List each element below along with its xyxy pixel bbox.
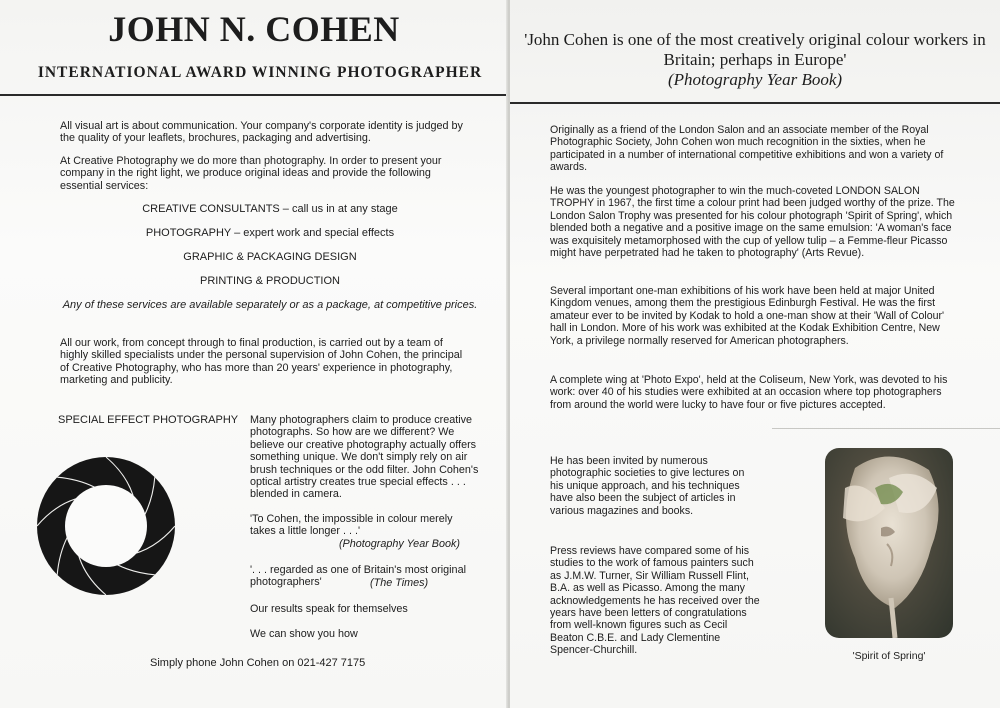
team-paragraph: All our work, from concept through to final production, is carried out by a team of highly skilled specialists under the personal supervision of John Cohen, the principal of Creative Photography, who has more than 20 years' experience in photography, marketing and publicity.: [60, 337, 463, 387]
results-line: Our results speak for themselves: [250, 603, 408, 616]
headline-quote: [510, 30, 1000, 90]
quote-cohen: 'To Cohen, the impossible in colour merely takes a little longer . . .': [250, 512, 453, 538]
bio-paragraph-3: Several important one-man exhibitions of his work have been held at major United Kingdom venues, among them the prestigious Edinburgh Festival. He was the first amateur ever to be invited by Kodak to hold a one-man show at their 'Wall of Colour' hall in London. More of his work was exhibited at the Kodak Exhibition Centre, New York, a privilege normally reserved for American photographers.: [550, 285, 945, 347]
lectures-paragraph: He has been invited by numerous photographic societies to give lectures on his unique approach, and his techniques have also been the subject of articles in various magazines and books.: [550, 455, 745, 517]
special-effects-column: [250, 414, 480, 640]
bio-paragraph-2: He was the youngest photographer to win the much-coveted LONDON SALON TROPHY in 1967, the first time a colour print had been judged worthy of the prize. The London Salon Trophy was presented for his colour photograph 'Spirit of Spring', which blended both a negative and a positive image on the same emulsion: 'A woman's face was exquisitely metamorphosed with the cup of yellow tulip – a Femme-fleur Picasso might have perpetrated had he taken to photography' (Arts Revue).: [550, 185, 955, 260]
photo-caption: 'Spirit of Spring': [852, 650, 926, 662]
flower-face-image: [825, 448, 953, 638]
special-effects-heading: SPECIAL EFFECT PHOTOGRAPHY: [58, 414, 239, 426]
quote-times: '. . . regarded as one of Britain's most original photographers': [250, 564, 466, 589]
special-effects-paragraph: Many photographers claim to produce creative photographs. So how are we different? We believe our creative photography actually offers something unique. We don't simply rely on air brush techniques or the odd filter. John Cohen's optical artistry creates true special effects . . . blended in camera.: [250, 414, 479, 501]
quote-times-source: (The Times): [370, 576, 429, 589]
intro-paragraph-1: All visual art is about communication. Your company's corporate identity is judged by the quality of your leaflets, brochures, packaging and advertising.: [60, 120, 463, 145]
service-consultants: CREATIVE CONSULTANTS – call us in at any stage: [142, 203, 398, 215]
quote-cohen-source: (Photography Year Book): [338, 537, 460, 550]
bio-paragraph-4: A complete wing at 'Photo Expo', held at the Coliseum, New York, was devoted to his work: over 40 of his studies were exhibited at an occasion where top photographers from around the world were lucky to have four or five pictures accepted.: [550, 374, 948, 411]
right-page: [510, 0, 1000, 708]
press-paragraph: Press reviews have compared some of his studies to the work of famous painters such as J.M.W. Turner, Sir William Russell Flint, B.A. as well as Picasso. Among the many acknowledgements he has received over the years have been letters of congratulations from well-known figures such as Cecil Beaton C.B.E. and Lady Clementine Spencer-Churchill.: [550, 545, 760, 657]
contact-phone-line: Simply phone John Cohen on 021-427 7175: [150, 657, 366, 669]
bio-paragraph-1: Originally as a friend of the London Salon and an associate member of the Royal Photographic Society, John Cohen won much recognition in the sixties, when he participated in a number of international competitive exhibitions and won a variety of awards.: [550, 124, 944, 174]
service-photography: PHOTOGRAPHY – expert work and special effects: [145, 227, 395, 239]
intro-paragraph-2: At Creative Photography we do more than photography. In order to present your company in the right light, we produce original ideas and provide the following essential services:: [60, 155, 442, 192]
header-rule: [510, 102, 1000, 104]
services-note: Any of these services are available separately or as a package, at competitive prices.: [62, 299, 478, 311]
header-rule: [0, 94, 508, 96]
service-design: GRAPHIC & PACKAGING DESIGN: [183, 251, 357, 263]
photo-divider: [772, 428, 1000, 429]
page-subtitle: INTERNATIONAL AWARD WINNING PHOTOGRAPHER: [37, 64, 483, 81]
page-title: JOHN N. COHEN: [108, 9, 400, 49]
show-you-line: We can show you how: [250, 627, 358, 640]
headline-quote-text: 'John Cohen is one of the most creatively original colour workers in Britain; perhaps in Europe': [524, 30, 986, 69]
headline-quote-source: (Photography Year Book): [667, 70, 843, 89]
spirit-of-spring-photo: [825, 448, 953, 638]
service-printing: PRINTING & PRODUCTION: [200, 275, 340, 287]
aperture-icon: [36, 456, 176, 596]
